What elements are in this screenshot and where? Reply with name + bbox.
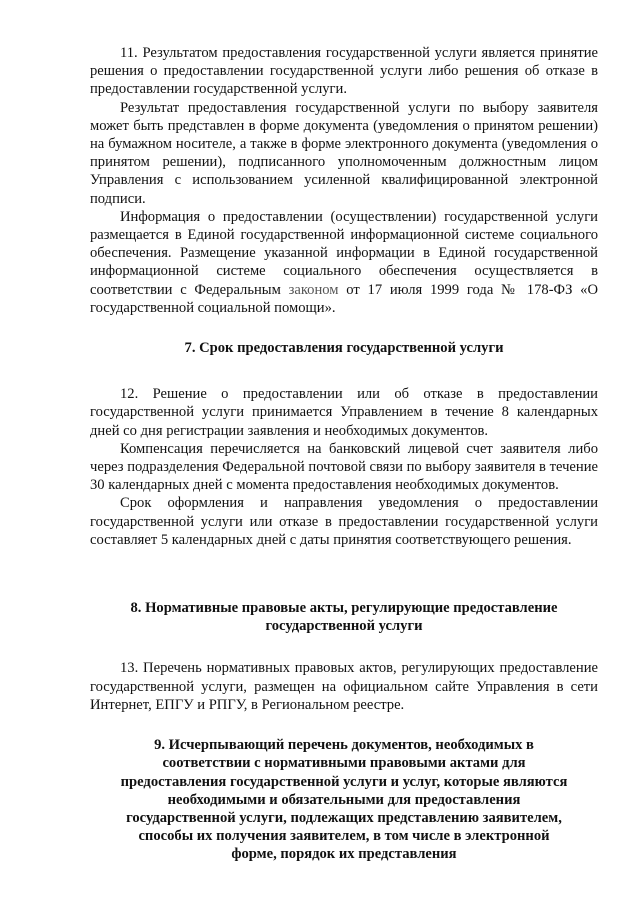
paragraph-12-notice-term: Срок оформления и направления уведомления о предоставлении государственной услуги или отказе в предоставлении государственной услуги составляет 5 календарных дней с даты принятия соответствующего решения. bbox=[90, 495, 598, 548]
paragraph-11-result-form: Результат предоставления государственной услуги по выбору заявителя может быть представлен в форме документа (уведомления о принятом решении) на бумажном носителе, а также в форме электронного документа (уведомления о принятом решении), подписанного уполномоченным должностным лицом Управления с использованием усиленной квалифицированной электронной подписи. bbox=[90, 99, 598, 207]
law-reference: законом bbox=[288, 281, 339, 298]
paragraph-12: 12. Решение о предоставлении или об отказе в предоставлении государственной услуги принимается Управлением в течение 8 календарных дней со дня регистрации заявления и необходимых документов. bbox=[90, 386, 598, 439]
info-text-start: Информация о предоставлении (осуществлении) государственной услуги размещается в Единой государственной информационной системе социального обеспечения. Размещение указанной информации в Единой государственной информационной системе социального обеспечения осуществляется в соответствии с Федеральным bbox=[90, 208, 598, 298]
info-text-end: от 17 июля 1999 года № 178-ФЗ «О государственной социальной помощи». bbox=[90, 281, 598, 316]
document-page bbox=[90, 44, 598, 864]
section-8-heading: 8. Нормативные правовые акты, регулирующие предоставление государственной услуги bbox=[130, 600, 558, 635]
paragraph-13: 13. Перечень нормативных правовых актов, регулирующих предоставление государственной услуги, размещен на официальном сайте Управления в сети Интернет, ЕПГУ и РПГУ, в Региональном реестре. bbox=[90, 660, 598, 713]
paragraph-11: 11. Результатом предоставления государственной услуги является принятие решения о предоставлении государственной услуги либо решения об отказе в предоставлении государственной услуги. bbox=[90, 45, 598, 98]
paragraph-12-compensation: Компенсация перечисляется на банковский лицевой счет заявителя либо через подразделения Федеральной почтовой связи по выбору заявителя в течение 30 календарных дней с момента предоставления необходимых документов. bbox=[90, 440, 598, 494]
section-7-heading: 7. Срок предоставления государственной услуги bbox=[184, 340, 504, 357]
paragraph-11-info-placement bbox=[90, 208, 598, 317]
section-9-heading: 9. Исчерпывающий перечень документов, необходимых в соответствии с нормативными правовыми актами для предоставления государственной услуги и услуг, которые являются необходимыми и обязательными для предоставления государственной услуги, подлежащих представлению заявителем, способы их получения заявителем, в том числе в электронной форме, порядок их представления bbox=[120, 737, 568, 863]
